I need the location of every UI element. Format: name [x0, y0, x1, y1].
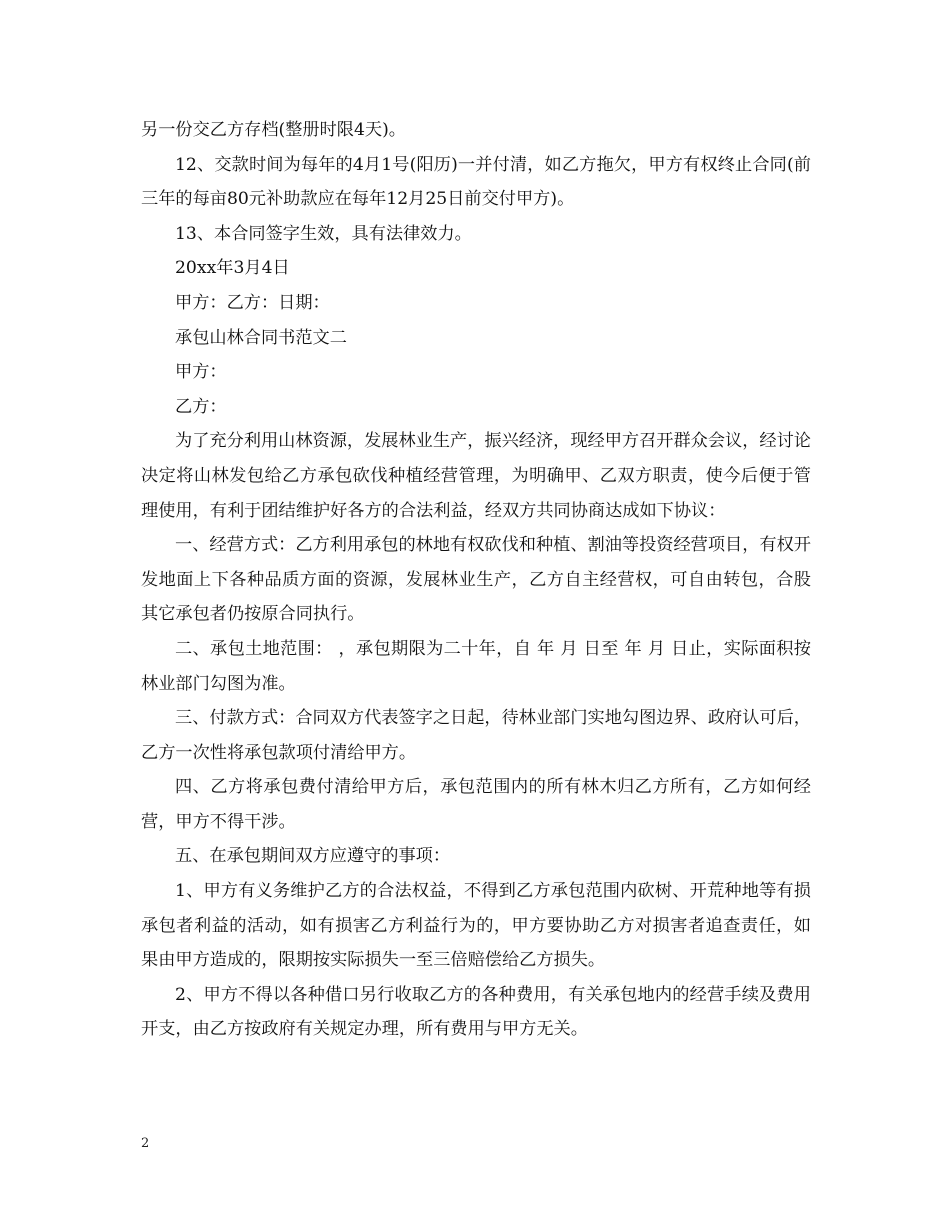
- paragraph: 一、经营方式：乙方利用承包的林地有权砍伐和种植、割油等投资经营项目，有权开发地面上下各种品质方面的资源，发展林业生产，乙方自主经营权，可自由转包，合股其它承包者仍按原合同执行。: [141, 535, 811, 625]
- date-line: 20xx年3月4日: [175, 258, 290, 279]
- paragraph: 为了充分利用山林资源，发展林业生产，振兴经济，现经甲方召开群众会议，经讨论决定将山林发包给乙方承包砍伐种植经营管理，为明确甲、乙双方职责，使今后便于管理使用，有利于团结维护好各方的合法利益，经双方共同协商达成如下协议：: [141, 431, 811, 521]
- paragraph: 12、交款时间为每年的4月1号(阳历)一并付清，如乙方拖欠，甲方有权终止合同(前三年的每亩80元补助款应在每年12月25日前交付甲方)。: [141, 154, 811, 210]
- section-title: 承包山林合同书范文二: [175, 327, 347, 348]
- party-a-line: 甲方：: [175, 362, 227, 383]
- party-b-line: 乙方：: [175, 396, 227, 417]
- paragraph: 二、承包土地范围： ，承包期限为二十年，自 年 月 日至 年 月 日止，实际面积按林业部门勾图为准。: [141, 638, 811, 694]
- paragraph: 2、甲方不得以各种借口另行收取乙方的各种费用，有关承包地内的经营手续及费用开支，由乙方按政府有关规定办理，所有费用与甲方无关。: [141, 984, 811, 1040]
- paragraph: 13、本合同签字生效，具有法律效力。: [175, 223, 472, 244]
- paragraph: 三、付款方式：合同双方代表签字之日起，待林业部门实地勾图边界、政府认可后，乙方一次性将承包款项付清给甲方。: [141, 708, 811, 763]
- signature-line: 甲方：乙方：日期：: [175, 292, 330, 313]
- paragraph: 1、甲方有义务维护乙方的合法权益，不得到乙方承包范围内砍树、开荒种地等有损承包者利益的活动，如有损害乙方利益行为的，甲方要协助乙方对损害者追查责任，如果由甲方造成的，限期按实际损失一至三倍赔偿给乙方损失。: [141, 881, 811, 971]
- paragraph: 另一份交乙方存档(整册时限4天)。: [141, 120, 406, 140]
- document-body: [141, 113, 811, 1047]
- page-number: 2: [141, 1136, 150, 1151]
- paragraph: 五、在承包期间双方应遵守的事项：: [175, 846, 451, 867]
- paragraph: 四、乙方将承包费付清给甲方后，承包范围内的所有林木归乙方所有，乙方如何经营，甲方不得干涉。: [141, 777, 811, 832]
